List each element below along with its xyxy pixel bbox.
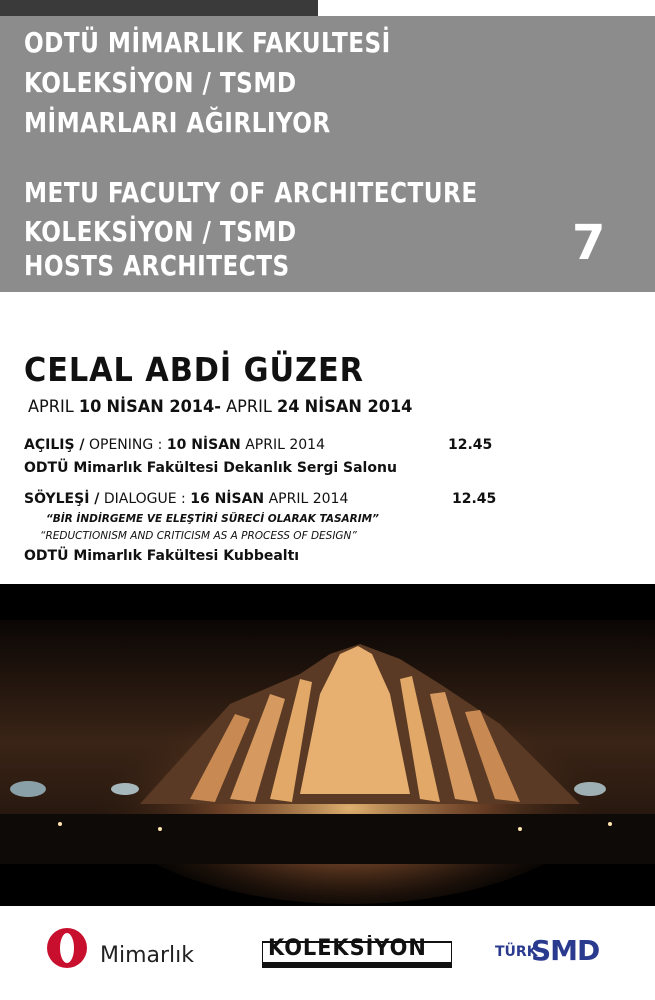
end-month-en: APRIL: [226, 397, 272, 417]
dialogue-label-en: DIALOGUE :: [103, 491, 186, 507]
title-tr-line-3: MİMARLARI AĞIRLIYOR: [24, 106, 331, 139]
title-en-line-1: METU FACULTY OF ARCHITECTURE: [24, 176, 478, 209]
title-en-line-2: KOLEKSİYON / TSMD: [24, 215, 297, 248]
dialogue-date-tr: 16 NİSAN: [190, 491, 265, 507]
opening-venue-text: ODTÜ Mimarlık Fakültesi Dekanlık Sergi Salonu: [24, 460, 397, 476]
dialogue-venue-text: ODTÜ Mimarlık Fakültesi Kubbealtı: [24, 548, 300, 564]
title-en-line-3: HOSTS ARCHITECTS: [24, 249, 290, 282]
dialogue-venue: [24, 548, 299, 564]
series-number: 7: [572, 215, 606, 271]
title-tr-line-1: ODTÜ MİMARLIK FAKULTESİ: [24, 26, 391, 59]
start-month-tr: NİSAN 2014-: [106, 397, 221, 417]
top-dark-strip: [0, 0, 318, 16]
architect-name: CELAL ABDİ GÜZER: [24, 350, 364, 389]
title-tr-line-2: KOLEKSİYON / TSMD: [24, 66, 297, 99]
dialogue-title-en: “REDUCTIONISM AND CRITICISM AS A PROCESS OF DESIGN”: [40, 530, 357, 542]
tsmd-smd-text: SMD: [531, 934, 600, 967]
odtu-logo-icon: [44, 925, 90, 971]
opening-date-en: APRIL 2014: [245, 437, 325, 453]
koleksiyon-logo-text: KOLEKSİYON: [268, 936, 427, 961]
poster-header: [0, 16, 655, 292]
end-day: 24: [277, 397, 300, 417]
start-day: 10: [78, 397, 102, 417]
dialogue-title-tr: “BİR İNDİRGEME VE ELEŞTİRİ SÜRECİ OLARAK TASARIM”: [46, 513, 379, 525]
end-month-tr: NİSAN 2014: [304, 397, 413, 417]
dialogue-label-tr: SÖYLEŞİ /: [24, 491, 100, 507]
dialogue-line: [24, 491, 348, 507]
architecture-rendering: [0, 584, 655, 906]
start-month-en: APRIL: [28, 397, 74, 417]
opening-label-en: OPENING :: [88, 437, 163, 453]
opening-date-tr: 10 NİSAN: [166, 437, 241, 453]
building-night-render: [0, 584, 655, 906]
tsmd-turk-text: TÜRK: [495, 944, 538, 960]
opening-time: 12.45: [448, 437, 493, 453]
opening-line: [24, 437, 325, 453]
dialogue-time: 12.45: [452, 491, 497, 507]
dialogue-date-en: APRIL 2014: [268, 491, 349, 507]
opening-venue: [24, 460, 397, 476]
exhibition-dates: [28, 397, 412, 417]
opening-label-tr: AÇILIŞ /: [24, 437, 85, 453]
mimarlik-logo-text: Mimarlık: [100, 943, 195, 968]
